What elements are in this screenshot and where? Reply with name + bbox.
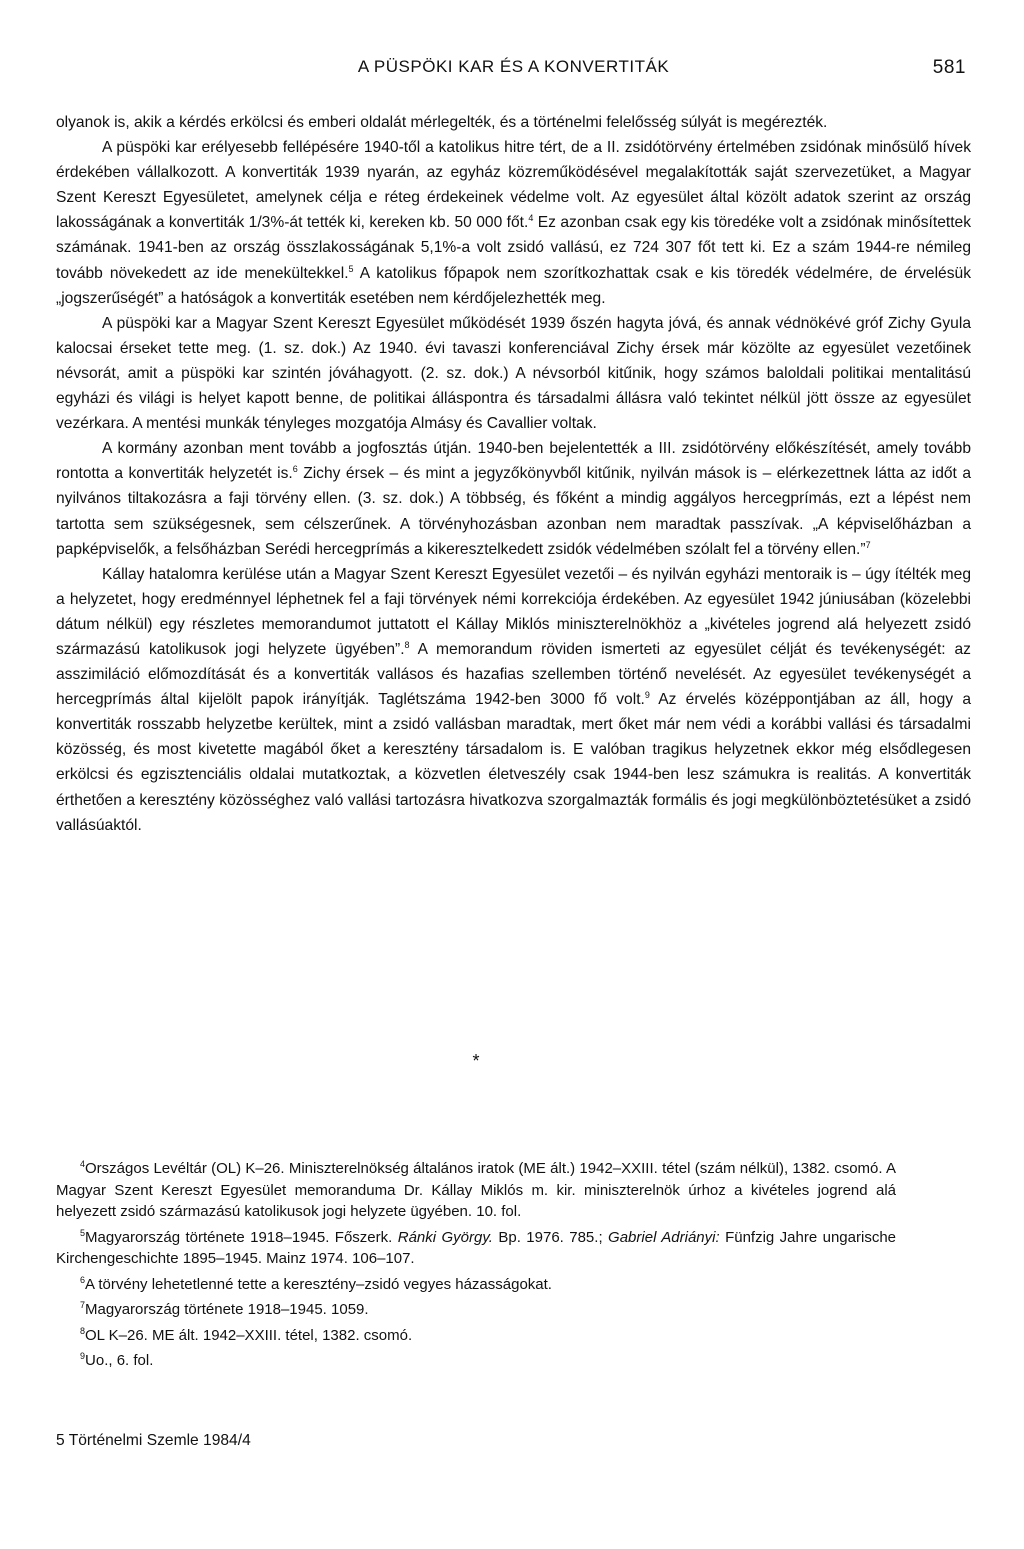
footnote-text: OL K–26. ME ált. 1942–XXIII. tétel, 1382. csomó. bbox=[85, 1326, 413, 1344]
footnote-4 bbox=[56, 1158, 896, 1223]
footnote-text: Uo., 6. fol. bbox=[85, 1352, 154, 1369]
paragraph-2-part-c: A katolikus főpapok nem szorítkozhattak csak e kis töredék védelmére, de érvelésük „jogszerűségét” a hatóságok a konvertiták esetében nem kérdőjelezhették meg. bbox=[56, 264, 971, 307]
footnote-text: Bp. 1976. 785.; bbox=[492, 1228, 609, 1246]
footnote-number: 6 bbox=[80, 1274, 86, 1285]
footnote-5 bbox=[56, 1227, 896, 1270]
footnote-text: Magyarország története 1918–1945. 1059. bbox=[85, 1301, 369, 1318]
paragraph-5-part-b: A memorandum röviden ismerteti az egyesület célját és tevékenységét: az asszimiláció előmozdítását és a konvertiták vallásos és hazafias szellemben történő nevelését. Az egyesület tevékenységét a hercegprímás által kijelölt papok irányítják. Taglétszáma 1942-ben 3000 fő volt. bbox=[56, 640, 971, 709]
article-body bbox=[56, 110, 971, 838]
footnote-author: Gabriel Adriányi: bbox=[608, 1228, 720, 1246]
footnote-text: Fünfzig Jahre ungarische Kirchengeschichte 1895–1945. Mainz 1974. 106–107. bbox=[56, 1228, 897, 1267]
footnote-ref-8: 8 bbox=[404, 639, 410, 650]
footnote-number: 8 bbox=[80, 1325, 86, 1336]
paragraph-3: A püspöki kar a Magyar Szent Kereszt Egyesület működését 1939 őszén hagyta jóvá, és annak védnökévé gróf Zichy Gyula kalocsai érseket tette meg. (1. sz. dok.) Az 1940. évi tavaszi konferenciával Zichy érsek már közölte az egyesület vezetőinek névsorát, amit a püspöki kar szintén jóváhagyott. (2. sz. dok.) A névsorból kitűnik, hogy számos baloldali politikai mentalitású egyházi és világi is helyet kapott benne, de politikai álláspontra és társadalmi állásra való tekintet nélkül jött össze az egyesület vezérkara. A mentési munkák tényleges mozgatója Almásy és Cavallier voltak. bbox=[56, 314, 971, 433]
paragraph-4-part-a: A kormány azonban ment tovább a jogfosztás útján. 1940-ben bejelentették a III. zsidótörvény előkészítését, amely tovább rontotta a konvertiták helyzetét is. bbox=[56, 440, 971, 483]
footnote-6 bbox=[56, 1274, 896, 1296]
paragraph-1: olyanok is, akik a kérdés erkölcsi és emberi oldalát mérlegelték, és a történelmi felelősség súlyát is megérezték. bbox=[56, 114, 828, 131]
footnote-number: 4 bbox=[80, 1159, 86, 1169]
footnote-author: Ránki György. bbox=[397, 1228, 493, 1246]
footnote-text: Magyarország története 1918–1945. Főszerk. bbox=[85, 1228, 398, 1246]
footnote-ref-4: 4 bbox=[528, 213, 534, 224]
section-separator: * bbox=[472, 1051, 480, 1071]
footnote-ref-9: 9 bbox=[644, 689, 650, 700]
footnote-ref-6: 6 bbox=[292, 464, 298, 475]
footnote-text: Országos Levéltár (OL) K–26. Miniszterelnökség általános iratok (ME ált.) 1942–XXIII. tétel (szám nélkül), 1382. csomó. A Magyar Szent Kereszt Egyesület memoranduma Dr. Kállay Miklós m. kir. miniszterelnök úrhoz a kivételes jogrend alá helyezett zsidó származású katolikusok jogi helyzete ügyében. 10. fol. bbox=[56, 1160, 896, 1220]
paragraph-2-part-b: Ez azonban csak egy kis töredéke volt a zsidónak minősítettek számának. 1941-ben az ország összlakosságának 5,1%-a volt zsidó vallású, ez 724 307 főt tett ki. Ez a szám 1944-re némileg tovább növekedett az ide menekültekkel. bbox=[56, 214, 972, 282]
footnote-number: 7 bbox=[80, 1300, 86, 1310]
paragraph-5-part-a: Kállay hatalomra kerülése után a Magyar Szent Kereszt Egyesület vezetői – és nyilván egyházi mentoraik is – úgy ítélték meg a helyzetet, hogy eredménnyel léphetnek fel a faji törvények némi korrekciója érdekében. Az egyesület 1942 júniusában (közelebbi dátum nélkül) egy részletes memorandumot juttatott el Kállay Miklós miniszterelnökhöz a „kivételes jogrend alá helyezett zsidó származású katolikusok jogi helyzete ügyében”. bbox=[56, 565, 971, 658]
page-number: 581 bbox=[932, 57, 966, 78]
paragraph-4-part-b: Zichy érsek – és mint a jegyzőkönyvből kitűnik, nyilván mások is – elérkezettnek látta az időt a nyilvános tiltakozásra a faji törvény ellen. (3. sz. dok.) A többség, és főként a mindig aggályos hercegprímás, ezt a lépést nem tartotta sem szükségesnek, sem célszerűnek. A törvényhozásban azonban nem maradtak passzívak. „A képviselőházban a papképviselők, a felsőházban Serédi hercegprímás a kikeresztelkedett zsidók védelmében szólalt fel a törvény ellen.” bbox=[56, 465, 971, 558]
paragraph-2 bbox=[56, 135, 971, 311]
footnote-number: 5 bbox=[80, 1227, 86, 1238]
footnote-text: A törvény lehetetlenné tette a keresztény–zsidó vegyes házasságokat. bbox=[85, 1275, 552, 1293]
paragraph-4 bbox=[56, 436, 971, 561]
journal-page bbox=[56, 0, 971, 1549]
running-head-title: A PÜSPÖKI KAR ÉS A KONVERTITÁK bbox=[357, 57, 670, 76]
paragraph-2-part-a: A püspöki kar erélyesebb fellépésére 1940-től a katolikus hitre tért, de a II. zsidótörvény értelmében zsidónak minősülő hívek érdekében vállalkozott. A konvertiták 1939 nyarán, az egyház közreműködésével megalakították saját szervezetüket, a Magyar Szent Kereszt Egyesületet, amelynek célja e réteg érdekeinek védelme volt. Az egyesület által közölt adatok szerint az ország lakosságának a konvertiták 1/3%-át tették ki, kereken kb. 50 000 főt. bbox=[56, 139, 971, 232]
footnote-7 bbox=[56, 1299, 896, 1321]
footnote-number: 9 bbox=[80, 1351, 86, 1361]
footnotes bbox=[56, 1158, 896, 1376]
paragraph-5 bbox=[56, 562, 971, 838]
signature-line: 5 Történelmi Szemle 1984/4 bbox=[56, 1432, 251, 1449]
footnote-9 bbox=[56, 1350, 896, 1372]
running-head bbox=[56, 57, 971, 87]
footnote-ref-5: 5 bbox=[348, 263, 354, 274]
footnote-ref-7: 7 bbox=[865, 539, 871, 550]
footnote-8 bbox=[56, 1325, 896, 1347]
paragraph-5-part-c: Az érvelés középpontjában az áll, hogy a konvertiták rosszabb helyzetbe kerültek, mint a zsidó vallásban maradtak, mert őket már nem védi a korábbi vallási és társadalmi közösség, és most kivetette magából őket a keresztény társadalom is. E valóban tragikus helyzetnek ekkor még elsődlegesen erkölcsi és egzisztenciális oldalai mutatkoztak, a közvetlen életveszély csak 1944-ben lesz számukra is realitás. A konvertiták érthetően a keresztény közösséghez való vallási tartozásra hivatkozva szorgalmazták formális és jogi megkülönböztetésüket a zsidó vallásúaktól. bbox=[56, 691, 971, 834]
